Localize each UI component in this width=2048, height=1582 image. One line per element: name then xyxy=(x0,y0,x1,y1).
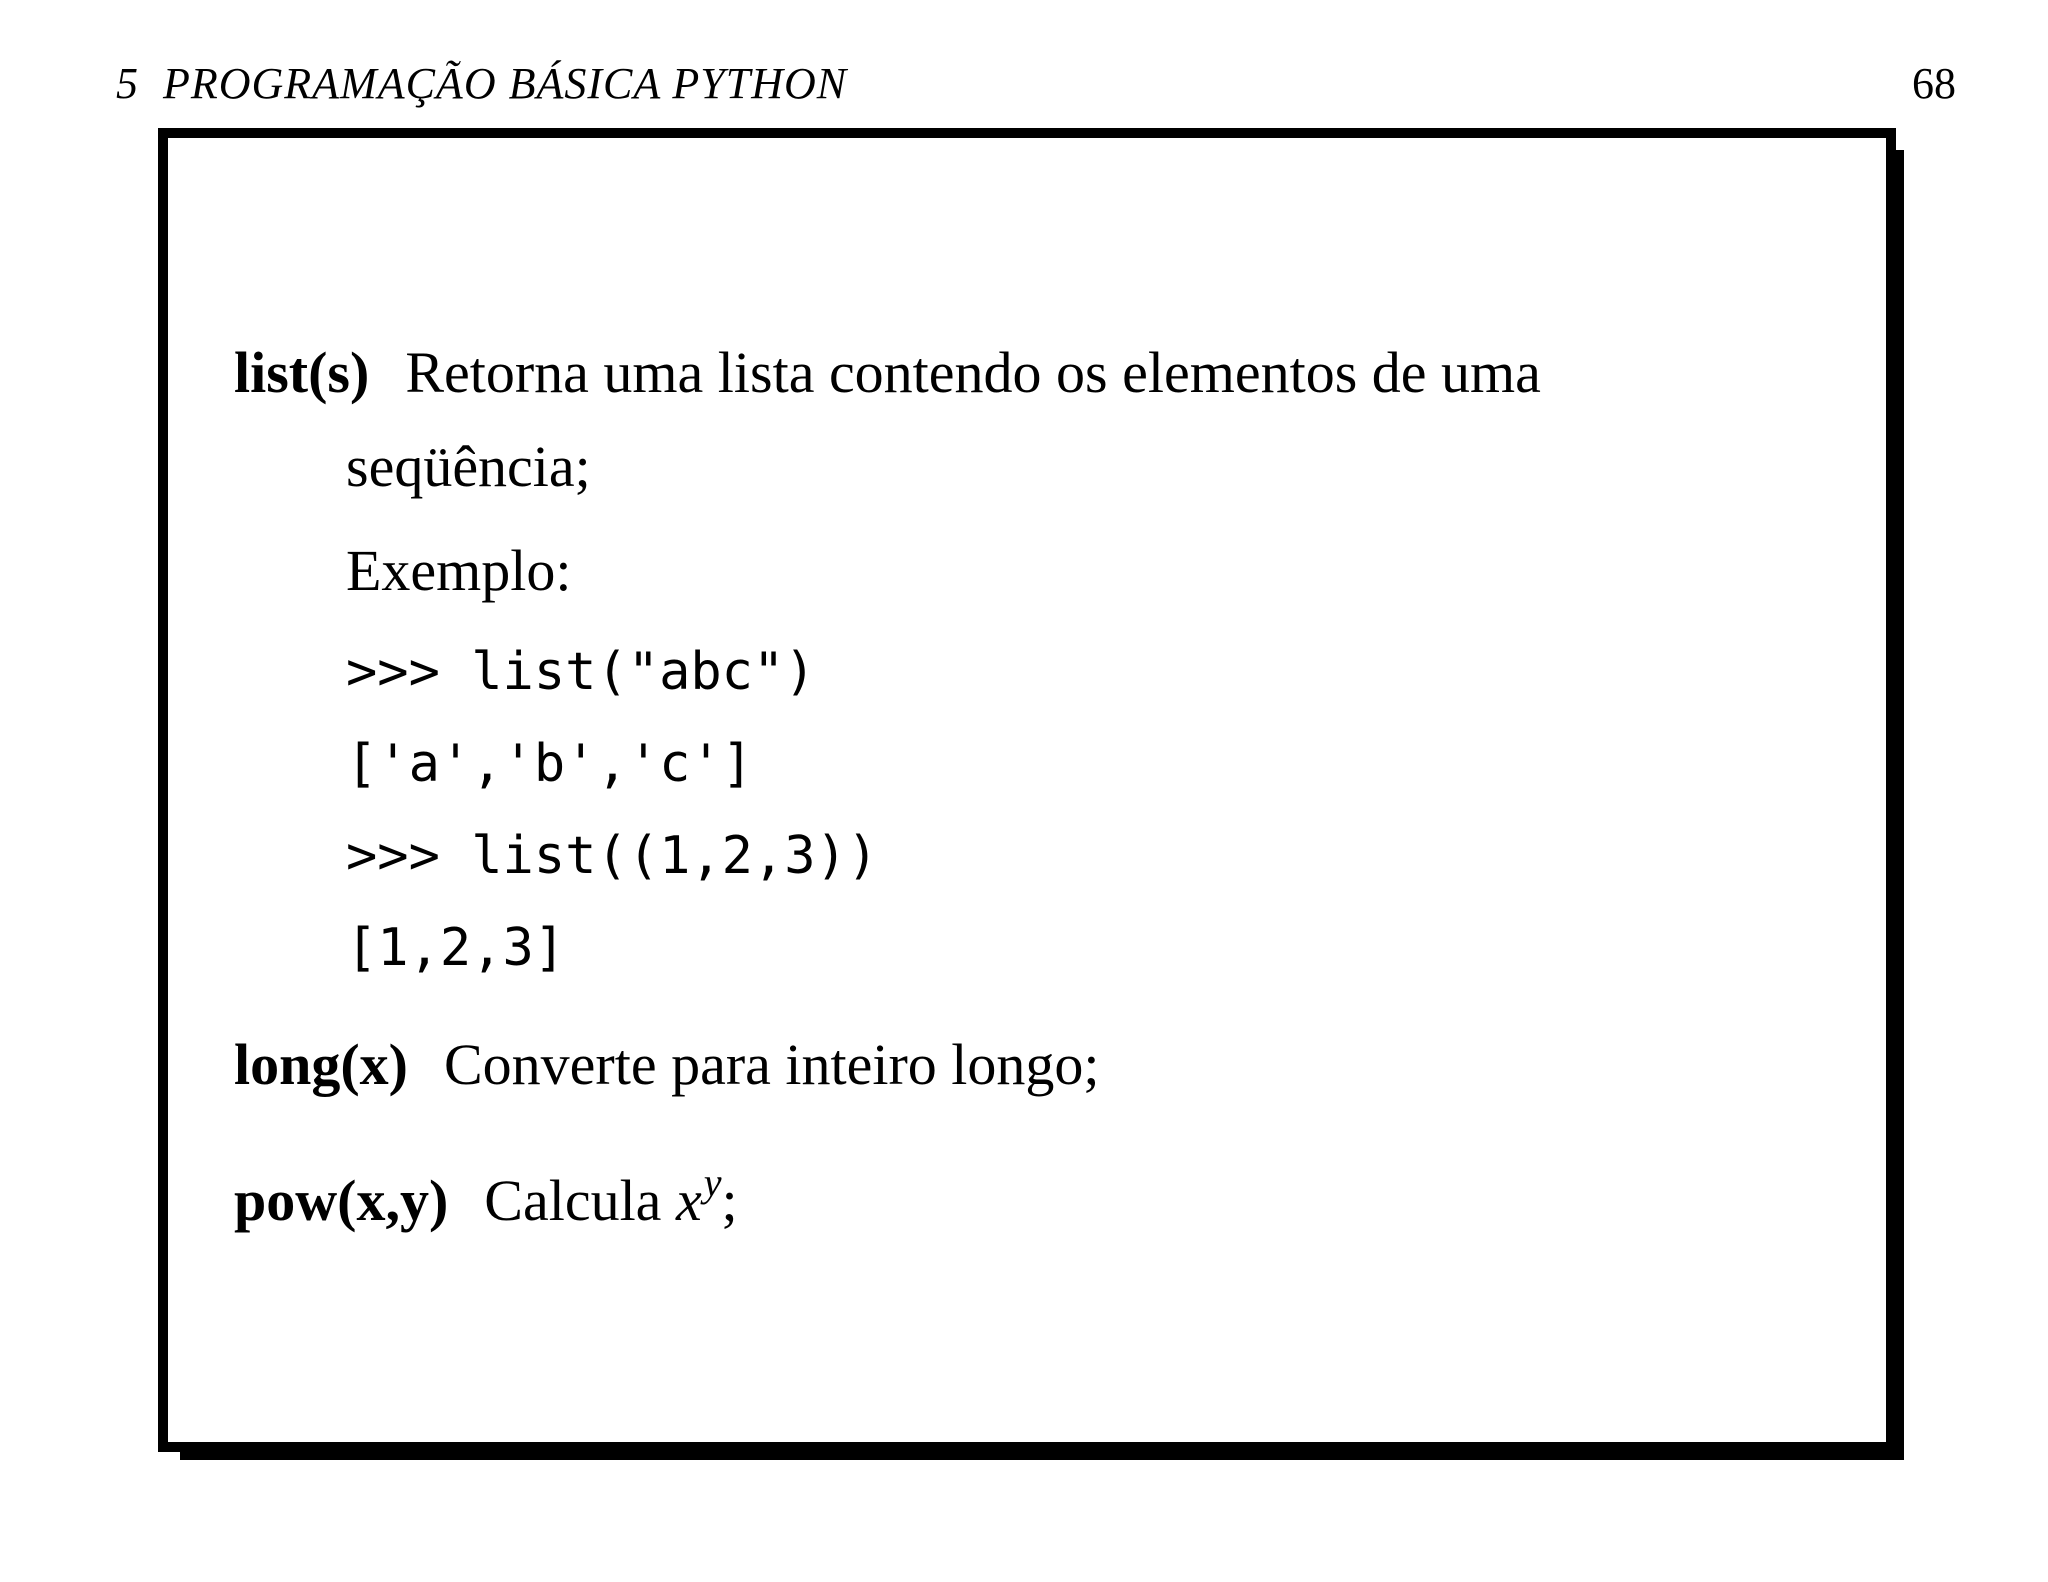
description-list-line1: Retorna uma lista contendo os elementos de uma xyxy=(405,340,1541,405)
entry-list-first-line xyxy=(234,326,1854,420)
code-line: >>> list((1,2,3)) xyxy=(346,826,879,886)
term-long: long(x) xyxy=(234,1032,408,1097)
example-label: Exemplo: xyxy=(346,538,572,603)
description-pow: Calcula xyxy=(484,1168,662,1233)
code-line: ['a','b','c'] xyxy=(346,734,753,794)
page-number: 68 xyxy=(1912,59,1956,108)
code-line: >>> list("abc") xyxy=(346,642,816,702)
description-list-line2: seqüência; xyxy=(346,434,591,499)
code-example xyxy=(234,626,1854,994)
pow-suffix: ; xyxy=(721,1168,738,1233)
math-base: x xyxy=(675,1168,702,1233)
entry-list xyxy=(234,326,1854,994)
running-head xyxy=(116,58,847,109)
term-list: list(s) xyxy=(234,340,370,405)
term-pow: pow(x,y) xyxy=(234,1168,449,1233)
section-number: 5 xyxy=(116,59,139,108)
entry-long-line xyxy=(234,1018,1854,1112)
math-exponent: y xyxy=(703,1160,722,1205)
code-line: [1,2,3] xyxy=(346,918,566,978)
entry-pow-line xyxy=(234,1136,1854,1248)
slide-frame xyxy=(158,128,1896,1452)
description-long: Converte para inteiro longo; xyxy=(444,1032,1100,1097)
definition-list xyxy=(234,326,1854,1248)
entry-pow xyxy=(234,1136,1854,1248)
section-title: PROGRAMAÇÃO BÁSICA PYTHON xyxy=(163,59,848,108)
entry-long xyxy=(234,1018,1854,1112)
